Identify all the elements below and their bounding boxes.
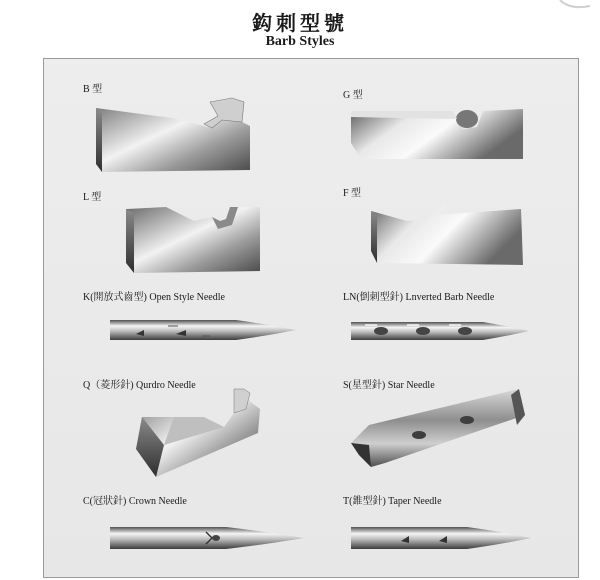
barb-f-illustration — [367, 199, 527, 269]
style-label-c: C(冠狀針) Crown Needle — [83, 496, 187, 507]
style-label-t: T(錐型針) Taper Needle — [343, 496, 442, 507]
style-label-g: G 型 — [343, 90, 363, 101]
style-label-s: S(星型針) Star Needle — [343, 380, 435, 391]
needle-ln-illustration — [347, 314, 531, 348]
needle-s-illustration — [347, 385, 527, 471]
needle-c-illustration — [106, 521, 306, 555]
needle-q-illustration — [134, 387, 274, 479]
needle-t-illustration — [347, 521, 533, 555]
barb-b-illustration — [92, 94, 262, 174]
style-label-k: K(開放式齒型) Open Style Needle — [83, 292, 225, 303]
style-label-l: L 型 — [83, 192, 102, 203]
style-label-ln: LN(倒刺型針) Lnverted Barb Needle — [343, 292, 495, 303]
style-label-q: Q（菱形針) Qurdro Needle — [83, 380, 196, 391]
needle-k-illustration — [106, 314, 298, 348]
barb-styles-panel — [43, 58, 579, 578]
style-label-b: B 型 — [83, 84, 103, 95]
barb-l-illustration — [120, 199, 270, 279]
page-title-english: Barb Styles — [265, 34, 335, 49]
style-label-f: F 型 — [343, 188, 362, 199]
barb-g-illustration — [347, 101, 527, 163]
page-title-chinese: 鈎刺型號 — [252, 11, 348, 35]
